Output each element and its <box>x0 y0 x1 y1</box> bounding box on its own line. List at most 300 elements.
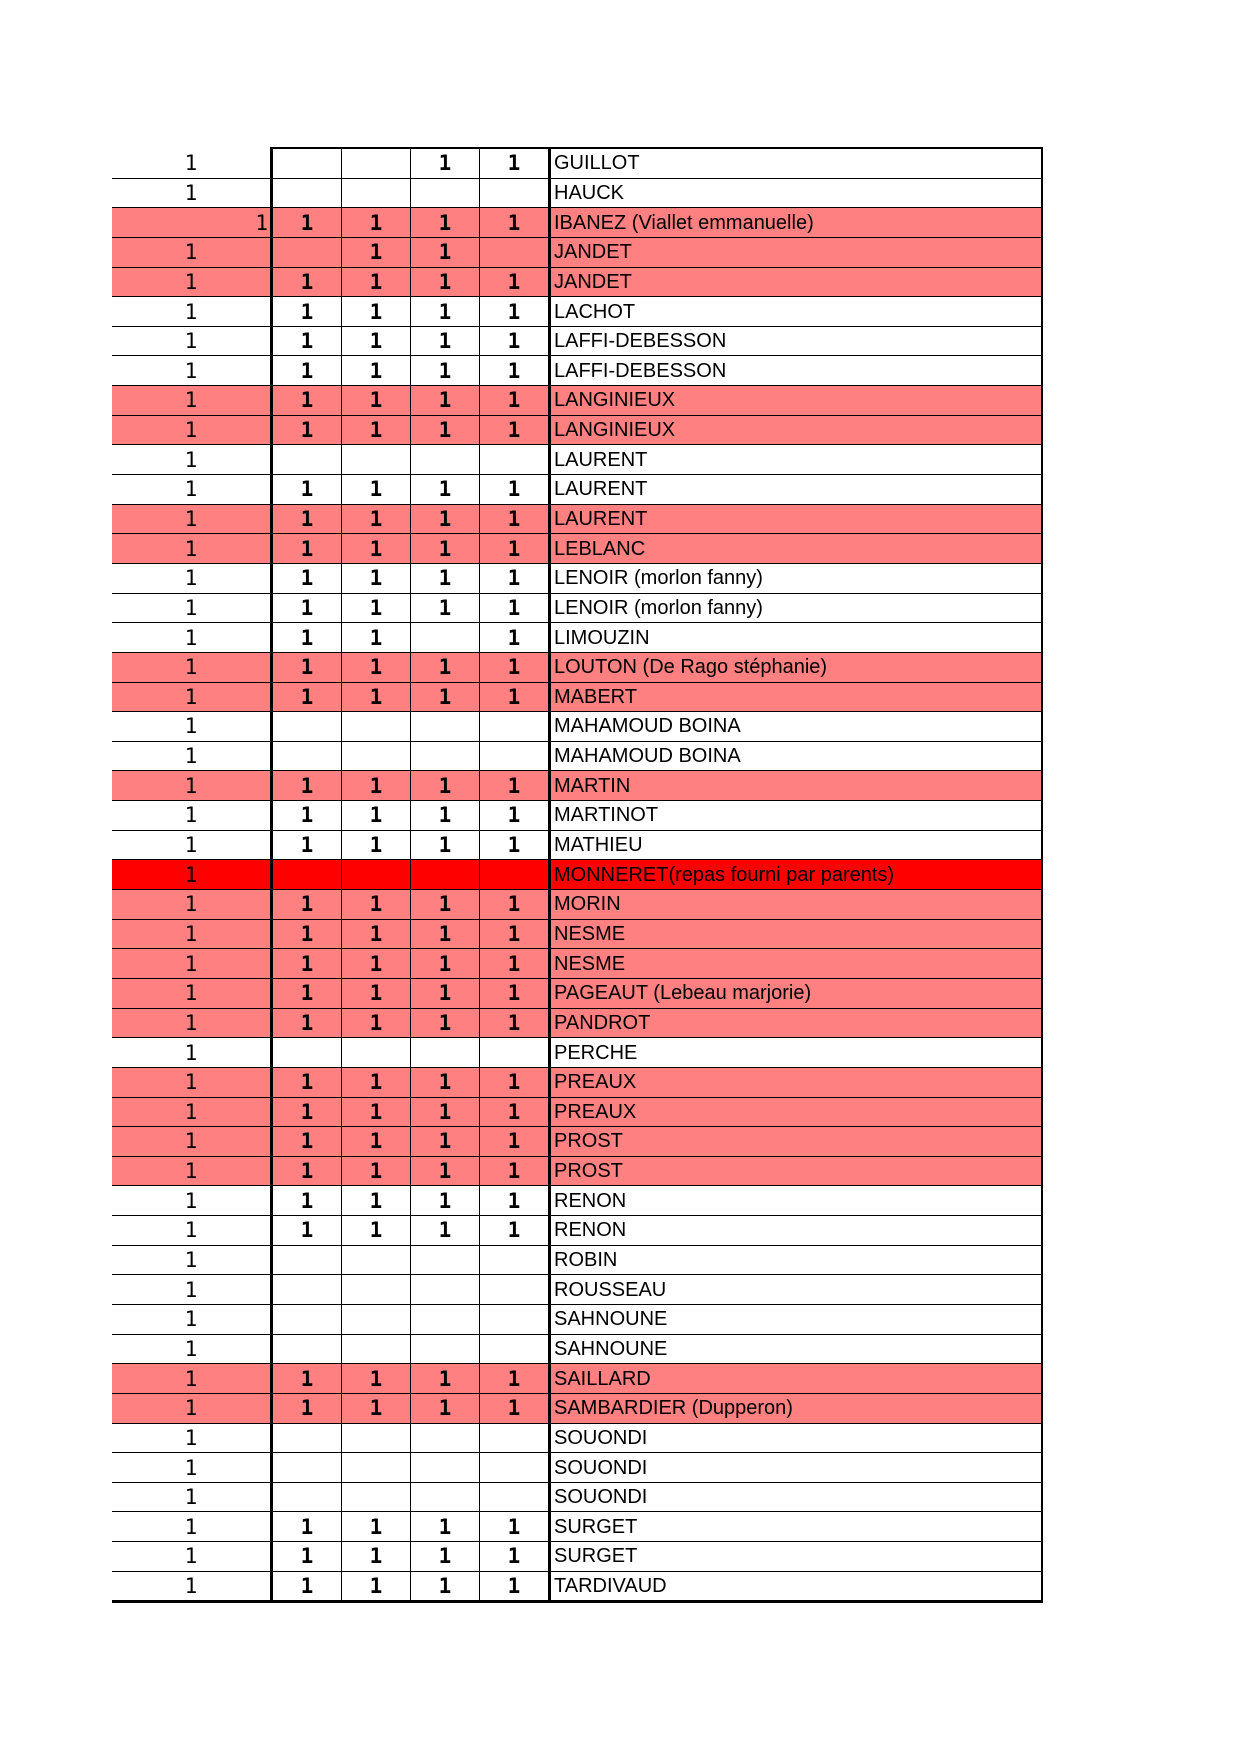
count-cell[interactable]: 1 <box>112 712 272 742</box>
name-cell[interactable]: IBANEZ (Viallet emmanuelle) <box>550 208 1043 238</box>
day-1-cell[interactable]: 1 <box>272 919 342 949</box>
day-2-cell[interactable] <box>342 1453 411 1483</box>
day-2-cell[interactable]: 1 <box>342 1067 411 1097</box>
day-2-cell[interactable] <box>342 178 411 208</box>
table-row <box>112 356 1042 386</box>
day-3-cell[interactable] <box>411 445 480 475</box>
name-cell[interactable]: SURGET <box>550 1542 1043 1572</box>
day-1-cell[interactable]: 1 <box>272 1542 342 1572</box>
name-cell[interactable]: MARTINOT <box>550 801 1043 831</box>
count-cell[interactable]: 1 <box>112 978 272 1008</box>
day-1-cell[interactable]: 1 <box>272 830 342 860</box>
day-2-cell[interactable]: 1 <box>342 801 411 831</box>
day-2-cell[interactable]: 1 <box>342 297 411 327</box>
day-1-cell[interactable]: 1 <box>272 504 342 534</box>
count-cell[interactable]: 1 <box>112 356 272 386</box>
day-2-cell[interactable]: 1 <box>342 356 411 386</box>
day-3-cell[interactable]: 1 <box>411 1008 480 1038</box>
day-2-cell[interactable]: 1 <box>342 504 411 534</box>
day-1-cell[interactable] <box>272 860 342 890</box>
name-cell[interactable]: SAMBARDIER (Dupperon) <box>550 1393 1043 1423</box>
day-3-cell[interactable]: 1 <box>411 1156 480 1186</box>
day-1-cell[interactable]: 1 <box>272 1512 342 1542</box>
day-2-cell[interactable]: 1 <box>342 682 411 712</box>
name-cell[interactable]: ROUSSEAU <box>550 1275 1043 1305</box>
day-4-cell[interactable]: 1 <box>480 1186 550 1216</box>
day-3-cell[interactable]: 1 <box>411 919 480 949</box>
day-1-cell[interactable]: 1 <box>272 208 342 238</box>
day-2-cell[interactable]: 1 <box>342 267 411 297</box>
day-2-cell[interactable]: 1 <box>342 208 411 238</box>
day-4-cell[interactable]: 1 <box>480 475 550 505</box>
count-cell[interactable]: 1 <box>112 652 272 682</box>
day-3-cell[interactable]: 1 <box>411 682 480 712</box>
count-cell[interactable]: 1 <box>112 1334 272 1364</box>
day-3-cell[interactable] <box>411 1453 480 1483</box>
name-cell[interactable]: MAHAMOUD BOINA <box>550 712 1043 742</box>
name-cell[interactable]: PANDROT <box>550 1008 1043 1038</box>
name-cell[interactable]: HAUCK <box>550 178 1043 208</box>
count-cell[interactable]: 1 <box>112 919 272 949</box>
day-2-cell[interactable]: 1 <box>342 1571 411 1602</box>
count-cell[interactable]: 1 <box>112 475 272 505</box>
day-1-cell[interactable]: 1 <box>272 297 342 327</box>
day-1-cell[interactable]: 1 <box>272 1571 342 1602</box>
day-2-cell[interactable]: 1 <box>342 1186 411 1216</box>
day-4-cell[interactable]: 1 <box>480 1571 550 1602</box>
day-4-cell[interactable]: 1 <box>480 1512 550 1542</box>
day-2-cell[interactable]: 1 <box>342 237 411 267</box>
day-4-cell[interactable]: 1 <box>480 504 550 534</box>
day-4-cell[interactable] <box>480 1423 550 1453</box>
day-2-cell[interactable]: 1 <box>342 475 411 505</box>
day-2-cell[interactable]: 1 <box>342 1156 411 1186</box>
name-cell[interactable]: SOUONDI <box>550 1423 1043 1453</box>
count-cell[interactable]: 1 <box>112 593 272 623</box>
day-4-cell[interactable] <box>480 1334 550 1364</box>
name-cell[interactable]: SAHNOUNE <box>550 1334 1043 1364</box>
count-cell[interactable]: 1 <box>112 504 272 534</box>
name-cell[interactable]: SAHNOUNE <box>550 1304 1043 1334</box>
day-1-cell[interactable] <box>272 1275 342 1305</box>
day-2-cell[interactable]: 1 <box>342 830 411 860</box>
day-3-cell[interactable]: 1 <box>411 1571 480 1602</box>
day-4-cell[interactable] <box>480 178 550 208</box>
count-cell[interactable]: 1 <box>112 1156 272 1186</box>
day-4-cell[interactable] <box>480 1275 550 1305</box>
day-2-cell[interactable]: 1 <box>342 386 411 416</box>
day-1-cell[interactable] <box>272 1453 342 1483</box>
day-4-cell[interactable]: 1 <box>480 1097 550 1127</box>
count-cell[interactable]: 1 <box>112 682 272 712</box>
day-2-cell[interactable]: 1 <box>342 949 411 979</box>
day-3-cell[interactable] <box>411 741 480 771</box>
count-cell[interactable]: 1 <box>112 1127 272 1157</box>
day-4-cell[interactable] <box>480 1453 550 1483</box>
day-3-cell[interactable] <box>411 1038 480 1068</box>
day-4-cell[interactable]: 1 <box>480 1008 550 1038</box>
day-1-cell[interactable]: 1 <box>272 267 342 297</box>
day-3-cell[interactable]: 1 <box>411 1364 480 1394</box>
day-4-cell[interactable] <box>480 1304 550 1334</box>
day-1-cell[interactable] <box>272 741 342 771</box>
count-cell[interactable]: 1 <box>112 563 272 593</box>
day-3-cell[interactable] <box>411 712 480 742</box>
day-3-cell[interactable]: 1 <box>411 356 480 386</box>
count-cell[interactable]: 1 <box>112 949 272 979</box>
day-1-cell[interactable] <box>272 1334 342 1364</box>
day-4-cell[interactable] <box>480 712 550 742</box>
day-2-cell[interactable]: 1 <box>342 1393 411 1423</box>
name-cell[interactable]: SOUONDI <box>550 1482 1043 1512</box>
name-cell[interactable]: RENON <box>550 1186 1043 1216</box>
name-cell[interactable]: PROST <box>550 1156 1043 1186</box>
day-3-cell[interactable]: 1 <box>411 475 480 505</box>
count-cell[interactable]: 1 <box>112 1364 272 1394</box>
count-cell[interactable]: 1 <box>112 1571 272 1602</box>
name-cell[interactable]: MARTIN <box>550 771 1043 801</box>
count-cell[interactable]: 1 <box>112 623 272 653</box>
name-cell[interactable]: GUILLOT <box>550 148 1043 178</box>
day-3-cell[interactable]: 1 <box>411 978 480 1008</box>
day-3-cell[interactable]: 1 <box>411 1097 480 1127</box>
day-2-cell[interactable]: 1 <box>342 593 411 623</box>
name-cell[interactable]: RENON <box>550 1216 1043 1246</box>
name-cell[interactable]: LENOIR (morlon fanny) <box>550 563 1043 593</box>
name-cell[interactable]: LAURENT <box>550 504 1043 534</box>
day-1-cell[interactable] <box>272 712 342 742</box>
day-4-cell[interactable]: 1 <box>480 326 550 356</box>
name-cell[interactable]: LAFFI-DEBESSON <box>550 326 1043 356</box>
name-cell[interactable]: PREAUX <box>550 1067 1043 1097</box>
day-3-cell[interactable]: 1 <box>411 1216 480 1246</box>
name-cell[interactable]: MABERT <box>550 682 1043 712</box>
day-3-cell[interactable] <box>411 178 480 208</box>
count-cell[interactable]: 1 <box>112 1008 272 1038</box>
day-2-cell[interactable]: 1 <box>342 1127 411 1157</box>
day-4-cell[interactable]: 1 <box>480 1393 550 1423</box>
day-4-cell[interactable] <box>480 1482 550 1512</box>
day-2-cell[interactable] <box>342 712 411 742</box>
day-1-cell[interactable]: 1 <box>272 1008 342 1038</box>
name-cell[interactable]: LAFFI-DEBESSON <box>550 356 1043 386</box>
day-4-cell[interactable]: 1 <box>480 563 550 593</box>
day-2-cell[interactable]: 1 <box>342 919 411 949</box>
day-3-cell[interactable] <box>411 1423 480 1453</box>
name-cell[interactable]: PAGEAUT (Lebeau marjorie) <box>550 978 1043 1008</box>
name-cell[interactable]: JANDET <box>550 267 1043 297</box>
count-cell[interactable]: 1 <box>112 386 272 416</box>
day-3-cell[interactable] <box>411 1334 480 1364</box>
name-cell[interactable]: MATHIEU <box>550 830 1043 860</box>
day-1-cell[interactable]: 1 <box>272 771 342 801</box>
day-2-cell[interactable] <box>342 1275 411 1305</box>
day-4-cell[interactable]: 1 <box>480 949 550 979</box>
day-2-cell[interactable] <box>342 445 411 475</box>
day-2-cell[interactable]: 1 <box>342 1008 411 1038</box>
day-1-cell[interactable]: 1 <box>272 949 342 979</box>
count-cell[interactable]: 1 <box>112 1275 272 1305</box>
day-1-cell[interactable]: 1 <box>272 623 342 653</box>
count-cell[interactable]: 1 <box>112 1067 272 1097</box>
day-1-cell[interactable]: 1 <box>272 1216 342 1246</box>
day-4-cell[interactable] <box>480 860 550 890</box>
count-cell[interactable]: 1 <box>112 415 272 445</box>
day-3-cell[interactable]: 1 <box>411 1127 480 1157</box>
day-1-cell[interactable]: 1 <box>272 563 342 593</box>
day-1-cell[interactable] <box>272 237 342 267</box>
name-cell[interactable]: ROBIN <box>550 1245 1043 1275</box>
count-cell[interactable]: 1 <box>112 860 272 890</box>
day-2-cell[interactable] <box>342 1038 411 1068</box>
day-1-cell[interactable]: 1 <box>272 890 342 920</box>
day-4-cell[interactable]: 1 <box>480 978 550 1008</box>
day-1-cell[interactable]: 1 <box>272 415 342 445</box>
day-3-cell[interactable]: 1 <box>411 890 480 920</box>
day-2-cell[interactable]: 1 <box>342 652 411 682</box>
day-4-cell[interactable]: 1 <box>480 356 550 386</box>
day-1-cell[interactable]: 1 <box>272 534 342 564</box>
day-2-cell[interactable]: 1 <box>342 563 411 593</box>
name-cell[interactable]: LENOIR (morlon fanny) <box>550 593 1043 623</box>
day-2-cell[interactable]: 1 <box>342 1512 411 1542</box>
day-4-cell[interactable]: 1 <box>480 148 550 178</box>
name-cell[interactable]: TARDIVAUD <box>550 1571 1043 1602</box>
name-cell[interactable]: LAURENT <box>550 475 1043 505</box>
table-row <box>112 1542 1042 1572</box>
day-3-cell[interactable]: 1 <box>411 563 480 593</box>
day-1-cell[interactable]: 1 <box>272 386 342 416</box>
day-4-cell[interactable]: 1 <box>480 1156 550 1186</box>
day-4-cell[interactable]: 1 <box>480 534 550 564</box>
day-2-cell[interactable]: 1 <box>342 1216 411 1246</box>
day-4-cell[interactable]: 1 <box>480 297 550 327</box>
day-3-cell[interactable]: 1 <box>411 1512 480 1542</box>
day-2-cell[interactable]: 1 <box>342 1097 411 1127</box>
count-cell[interactable]: 1 <box>112 178 272 208</box>
day-4-cell[interactable]: 1 <box>480 1127 550 1157</box>
day-3-cell[interactable]: 1 <box>411 208 480 238</box>
count-cell[interactable]: 1 <box>112 445 272 475</box>
day-4-cell[interactable]: 1 <box>480 386 550 416</box>
day-4-cell[interactable]: 1 <box>480 1216 550 1246</box>
name-cell[interactable]: SOUONDI <box>550 1453 1043 1483</box>
name-cell[interactable]: LIMOUZIN <box>550 623 1043 653</box>
day-1-cell[interactable] <box>272 148 342 178</box>
name-cell[interactable]: LEBLANC <box>550 534 1043 564</box>
day-1-cell[interactable]: 1 <box>272 475 342 505</box>
day-1-cell[interactable] <box>272 1245 342 1275</box>
count-cell[interactable]: 1 <box>112 890 272 920</box>
day-3-cell[interactable]: 1 <box>411 801 480 831</box>
day-3-cell[interactable] <box>411 623 480 653</box>
name-cell[interactable]: MONNERET(repas fourni par parents) <box>550 860 1043 890</box>
day-1-cell[interactable]: 1 <box>272 326 342 356</box>
day-3-cell[interactable]: 1 <box>411 534 480 564</box>
day-1-cell[interactable] <box>272 1038 342 1068</box>
count-cell[interactable]: 1 <box>112 1186 272 1216</box>
day-4-cell[interactable] <box>480 1245 550 1275</box>
name-cell[interactable]: MORIN <box>550 890 1043 920</box>
day-2-cell[interactable] <box>342 741 411 771</box>
day-2-cell[interactable]: 1 <box>342 978 411 1008</box>
day-1-cell[interactable]: 1 <box>272 682 342 712</box>
day-4-cell[interactable]: 1 <box>480 890 550 920</box>
day-3-cell[interactable] <box>411 860 480 890</box>
count-cell[interactable]: 1 <box>112 1453 272 1483</box>
day-4-cell[interactable]: 1 <box>480 415 550 445</box>
count-cell[interactable]: 1 <box>112 1097 272 1127</box>
day-2-cell[interactable]: 1 <box>342 771 411 801</box>
day-4-cell[interactable]: 1 <box>480 801 550 831</box>
day-4-cell[interactable]: 1 <box>480 652 550 682</box>
name-cell[interactable]: SAILLARD <box>550 1364 1043 1394</box>
count-cell[interactable]: 1 <box>112 741 272 771</box>
day-4-cell[interactable]: 1 <box>480 623 550 653</box>
day-1-cell[interactable] <box>272 1304 342 1334</box>
day-3-cell[interactable]: 1 <box>411 949 480 979</box>
day-4-cell[interactable]: 1 <box>480 208 550 238</box>
day-4-cell[interactable]: 1 <box>480 771 550 801</box>
day-3-cell[interactable]: 1 <box>411 267 480 297</box>
name-cell[interactable]: LACHOT <box>550 297 1043 327</box>
day-1-cell[interactable] <box>272 1423 342 1453</box>
day-1-cell[interactable]: 1 <box>272 801 342 831</box>
name-cell[interactable]: SURGET <box>550 1512 1043 1542</box>
count-cell[interactable]: 1 <box>112 237 272 267</box>
day-4-cell[interactable]: 1 <box>480 267 550 297</box>
count-cell[interactable]: 1 <box>112 830 272 860</box>
table-row <box>112 1364 1042 1394</box>
day-1-cell[interactable]: 1 <box>272 1097 342 1127</box>
day-2-cell[interactable] <box>342 860 411 890</box>
day-4-cell[interactable]: 1 <box>480 1542 550 1572</box>
day-2-cell[interactable] <box>342 1423 411 1453</box>
day-4-cell[interactable] <box>480 741 550 771</box>
day-1-cell[interactable] <box>272 445 342 475</box>
table-row <box>112 178 1042 208</box>
day-3-cell[interactable]: 1 <box>411 830 480 860</box>
day-1-cell[interactable]: 1 <box>272 593 342 623</box>
count-cell[interactable]: 1 <box>112 801 272 831</box>
name-cell[interactable]: MAHAMOUD BOINA <box>550 741 1043 771</box>
day-4-cell[interactable]: 1 <box>480 682 550 712</box>
day-4-cell[interactable]: 1 <box>480 593 550 623</box>
day-3-cell[interactable]: 1 <box>411 1067 480 1097</box>
table-row <box>112 504 1042 534</box>
day-4-cell[interactable]: 1 <box>480 830 550 860</box>
day-2-cell[interactable]: 1 <box>342 326 411 356</box>
day-2-cell[interactable]: 1 <box>342 534 411 564</box>
day-4-cell[interactable] <box>480 237 550 267</box>
day-3-cell[interactable] <box>411 1275 480 1305</box>
day-2-cell[interactable] <box>342 1482 411 1512</box>
count-cell[interactable]: 1 <box>112 148 272 178</box>
day-2-cell[interactable] <box>342 1304 411 1334</box>
count-cell[interactable]: 1 <box>112 1245 272 1275</box>
count-cell[interactable]: 1 <box>112 1423 272 1453</box>
name-cell[interactable]: JANDET <box>550 237 1043 267</box>
day-2-cell[interactable]: 1 <box>342 415 411 445</box>
day-3-cell[interactable]: 1 <box>411 593 480 623</box>
name-cell[interactable]: LANGINIEUX <box>550 415 1043 445</box>
table-row <box>112 1008 1042 1038</box>
day-2-cell[interactable] <box>342 1334 411 1364</box>
name-cell[interactable]: NESME <box>550 949 1043 979</box>
day-3-cell[interactable]: 1 <box>411 771 480 801</box>
day-4-cell[interactable] <box>480 445 550 475</box>
name-cell[interactable]: LAURENT <box>550 445 1043 475</box>
day-2-cell[interactable] <box>342 1245 411 1275</box>
day-3-cell[interactable]: 1 <box>411 1186 480 1216</box>
count-cell[interactable]: 1 <box>112 1393 272 1423</box>
day-3-cell[interactable]: 1 <box>411 148 480 178</box>
count-cell[interactable]: 1 <box>112 771 272 801</box>
day-4-cell[interactable] <box>480 1038 550 1068</box>
day-1-cell[interactable] <box>272 178 342 208</box>
count-cell[interactable]: 1 <box>112 1216 272 1246</box>
count-cell[interactable]: 1 <box>112 267 272 297</box>
day-3-cell[interactable]: 1 <box>411 237 480 267</box>
day-1-cell[interactable]: 1 <box>272 1186 342 1216</box>
count-cell[interactable]: 1 <box>112 1512 272 1542</box>
count-cell[interactable]: 1 <box>112 1482 272 1512</box>
name-cell[interactable]: LOUTON (De Rago stéphanie) <box>550 652 1043 682</box>
day-3-cell[interactable]: 1 <box>411 386 480 416</box>
day-3-cell[interactable] <box>411 1304 480 1334</box>
count-cell[interactable]: 1 <box>112 1038 272 1068</box>
count-cell[interactable]: 1 <box>112 297 272 327</box>
day-3-cell[interactable]: 1 <box>411 415 480 445</box>
day-2-cell[interactable]: 1 <box>342 623 411 653</box>
day-3-cell[interactable]: 1 <box>411 1542 480 1572</box>
name-cell[interactable]: PREAUX <box>550 1097 1043 1127</box>
day-1-cell[interactable]: 1 <box>272 1393 342 1423</box>
day-2-cell[interactable]: 1 <box>342 1364 411 1394</box>
day-1-cell[interactable]: 1 <box>272 978 342 1008</box>
day-3-cell[interactable] <box>411 1482 480 1512</box>
day-1-cell[interactable]: 1 <box>272 1127 342 1157</box>
name-cell[interactable]: LANGINIEUX <box>550 386 1043 416</box>
day-3-cell[interactable]: 1 <box>411 504 480 534</box>
count-cell[interactable]: 1 <box>112 326 272 356</box>
name-cell[interactable]: PROST <box>550 1127 1043 1157</box>
day-2-cell[interactable]: 1 <box>342 1542 411 1572</box>
day-3-cell[interactable]: 1 <box>411 1393 480 1423</box>
day-4-cell[interactable]: 1 <box>480 919 550 949</box>
day-2-cell[interactable] <box>342 148 411 178</box>
day-1-cell[interactable]: 1 <box>272 652 342 682</box>
day-3-cell[interactable] <box>411 1245 480 1275</box>
day-3-cell[interactable]: 1 <box>411 652 480 682</box>
day-1-cell[interactable]: 1 <box>272 1067 342 1097</box>
name-cell[interactable]: PERCHE <box>550 1038 1043 1068</box>
count-cell[interactable]: 1 <box>112 208 272 238</box>
day-1-cell[interactable]: 1 <box>272 1364 342 1394</box>
day-1-cell[interactable]: 1 <box>272 356 342 386</box>
name-cell[interactable]: NESME <box>550 919 1043 949</box>
count-cell[interactable]: 1 <box>112 1304 272 1334</box>
day-3-cell[interactable]: 1 <box>411 297 480 327</box>
day-4-cell[interactable]: 1 <box>480 1364 550 1394</box>
count-cell[interactable]: 1 <box>112 1542 272 1572</box>
day-2-cell[interactable]: 1 <box>342 890 411 920</box>
day-1-cell[interactable]: 1 <box>272 1156 342 1186</box>
day-1-cell[interactable] <box>272 1482 342 1512</box>
day-3-cell[interactable]: 1 <box>411 326 480 356</box>
count-cell[interactable]: 1 <box>112 534 272 564</box>
day-4-cell[interactable]: 1 <box>480 1067 550 1097</box>
